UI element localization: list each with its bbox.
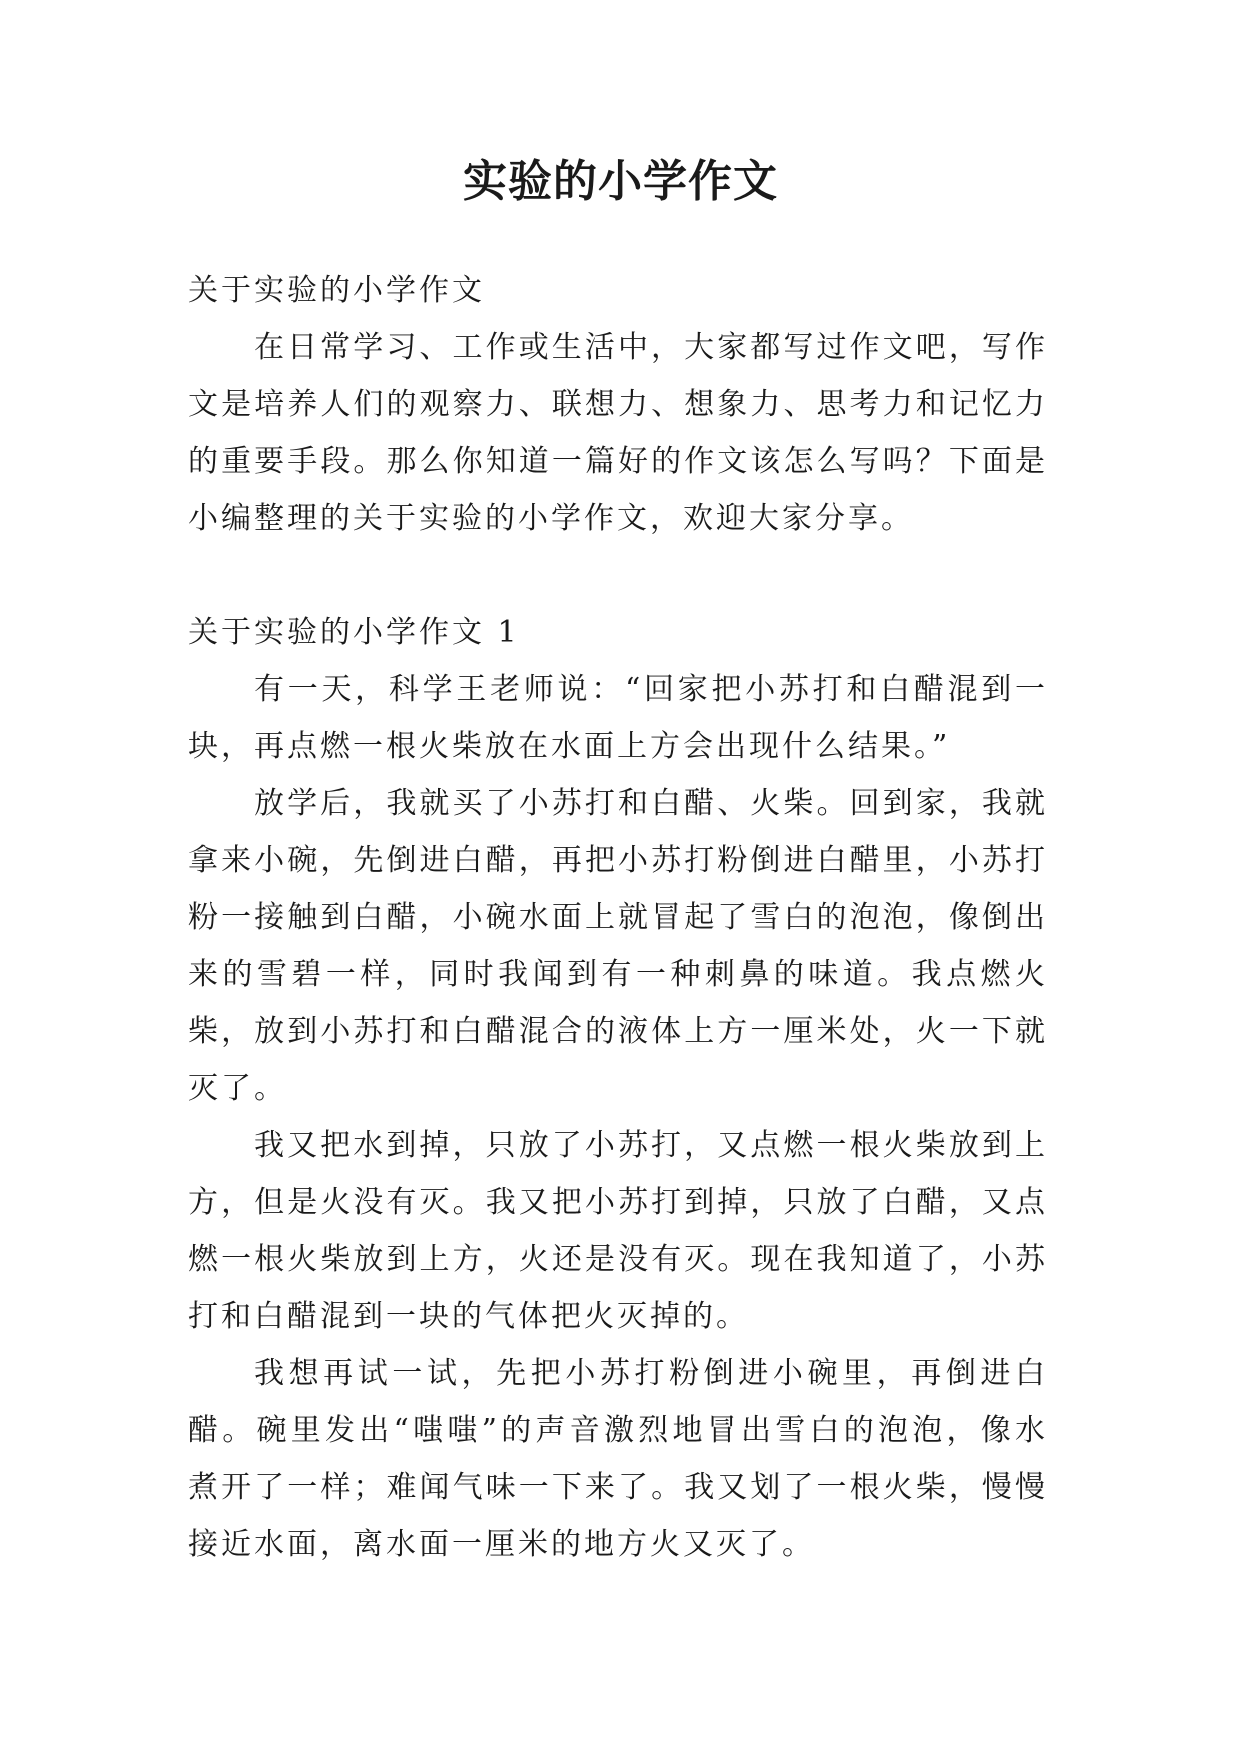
body-paragraph-4: 我想再试一试，先把小苏打粉倒进小碗里，再倒进白醋。碗里发出“嗤嗤”的声音激烈地冒出雪白的泡泡，像水煮开了一样；难闻气味一下来了。我又划了一根火柴，慢慢接近水面，离水面一厘米的地方火又灭了。 (188, 1356, 1048, 1562)
document-title: 实验的小学作文 (463, 156, 778, 207)
section-heading: 关于实验的小学作文 1 (188, 615, 520, 650)
body-paragraph-3: 我又把水到掉，只放了小苏打，又点燃一根火柴放到上方，但是火没有灭。我又把小苏打到掉，只放了白醋，又点燃一根火柴放到上方，火还是没有灭。现在我知道了，小苏打和白醋混到一块的气体把火灭掉的。 (188, 1128, 1048, 1334)
section-spacer (188, 547, 1048, 604)
intro-paragraph: 在日常学习、工作或生活中，大家都写过作文吧，写作文是培养人们的观察力、联想力、想象力、思考力和记忆力的重要手段。那么你知道一篇好的作文该怎么写吗？下面是小编整理的关于实验的小学作文，欢迎大家分享。 (188, 330, 1048, 536)
body-paragraph-2: 放学后，我就买了小苏打和白醋、火柴。回到家，我就拿来小碗，先倒进白醋，再把小苏打粉倒进白醋里，小苏打粉一接触到白醋，小碗水面上就冒起了雪白的泡泡，像倒出来的雪碧一样，同时我闻到有一种刺鼻的味道。我点燃火柴，放到小苏打和白醋混合的液体上方一厘米处，火一下就灭了。 (188, 786, 1048, 1106)
body-paragraph-1: 有一天，科学王老师说：“回家把小苏打和白醋混到一块，再点燃一根火柴放在水面上方会出现什么结果。” (188, 672, 1048, 764)
intro-heading: 关于实验的小学作文 (188, 273, 485, 308)
document-body (188, 262, 1048, 1573)
